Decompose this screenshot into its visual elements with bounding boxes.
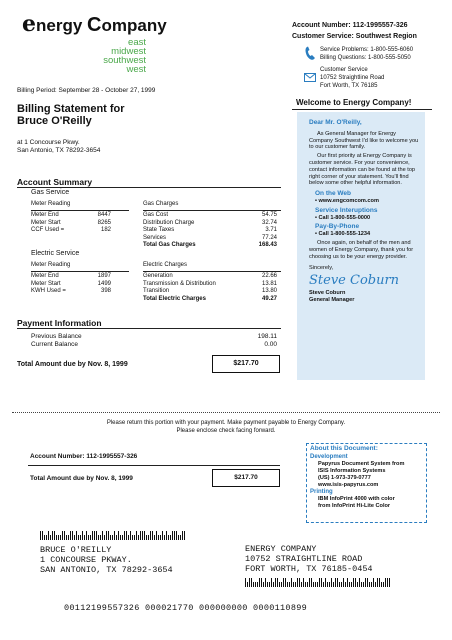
- barcode-bar: [86, 531, 87, 540]
- barcode-bar: [265, 578, 266, 587]
- about-dev-line-4: www.isis-papyrus.com: [318, 482, 379, 488]
- barcode-bar: [46, 535, 47, 540]
- barcode-bar: [110, 535, 111, 540]
- sender-address-line2: 1 CONCOURSE PKWAY.: [40, 555, 132, 565]
- services-value: 77.24: [261, 234, 277, 241]
- interruptions-value: • Call 1-800-555-0000: [315, 214, 371, 221]
- previous-balance-label: Previous Balance: [31, 333, 82, 340]
- customer-service-title: Customer Service: [320, 67, 368, 73]
- gas-charges-table: [143, 212, 277, 250]
- gas-total-label: Total Gas Charges: [143, 242, 196, 248]
- electric-charge-row: [143, 281, 277, 289]
- gas-meter-start-label: Meter Start: [31, 219, 61, 226]
- barcode-bar: [297, 578, 298, 587]
- about-development-title: Development: [310, 454, 348, 460]
- barcode-bar: [94, 531, 95, 540]
- barcode-bar: [263, 582, 264, 587]
- barcode-bar: [180, 535, 181, 540]
- electric-charge-row: [143, 273, 277, 281]
- barcode-bar: [341, 582, 342, 587]
- barcode-bar: [329, 582, 330, 587]
- barcode-bar: [311, 578, 312, 587]
- barcode-bar: [369, 582, 370, 587]
- postal-barcode-sender: [40, 531, 185, 540]
- barcode-bar: [78, 535, 79, 540]
- electric-meter-end-value: 1897: [97, 273, 111, 279]
- barcode-bar: [140, 531, 141, 540]
- service-problems-phone: Service Problems: 1-800-555-6060: [320, 47, 414, 53]
- electric-meter-row: [31, 288, 111, 296]
- gas-service-title: Gas Service: [31, 189, 70, 196]
- billing-questions-phone: Billing Questions: 1-800-555-5050: [320, 55, 411, 61]
- barcode-bar: [146, 535, 147, 540]
- gas-meter-rule: [31, 210, 129, 211]
- electric-charges-header: Electric Charges: [143, 262, 188, 268]
- barcode-bar: [132, 535, 133, 540]
- gas-total-value: 168.43: [258, 242, 277, 248]
- barcode-bar: [92, 531, 93, 540]
- barcode-bar: [375, 582, 376, 587]
- pay-by-phone-title: Pay-By-Phone: [315, 223, 360, 231]
- gas-charges-header: Gas Charges: [143, 201, 179, 207]
- barcode-bar: [164, 535, 165, 540]
- electric-charge-row: [143, 288, 277, 296]
- barcode-bar: [385, 578, 386, 587]
- barcode-bar: [66, 535, 67, 540]
- electric-total-row: [143, 296, 277, 304]
- welcome-title: Welcome to Energy Company!: [296, 98, 412, 107]
- web-value: • www.engcomcom.com: [315, 197, 379, 204]
- barcode-bar: [279, 582, 280, 587]
- barcode-bar: [82, 531, 83, 540]
- gas-cost-label: Gas Cost: [143, 212, 169, 218]
- barcode-bar: [287, 582, 288, 587]
- barcode-bar: [299, 578, 300, 587]
- barcode-bar: [361, 582, 362, 587]
- about-content: [310, 445, 428, 510]
- barcode-bar: [249, 578, 250, 587]
- barcode-bar: [126, 531, 127, 540]
- barcode-bar: [379, 578, 380, 587]
- remit-due-box: $217.70: [212, 469, 280, 487]
- barcode-bar: [293, 582, 294, 587]
- barcode-bar: [150, 531, 151, 540]
- transmission-value: 13.81: [261, 280, 277, 287]
- gas-meter-row: [31, 220, 111, 228]
- ocr-scanline: 00112199557326 000021770 000000000 0000110899: [64, 603, 308, 613]
- signer-name: Steve Coburn: [309, 290, 346, 297]
- payment-divider: [17, 328, 281, 329]
- kwh-used-label: KWH Used =: [31, 288, 66, 294]
- remit-instruction-2: Please enclose check facing forward.: [176, 428, 276, 434]
- logo-ompany: ompany: [101, 16, 167, 35]
- barcode-bar: [367, 578, 368, 587]
- barcode-bar: [76, 531, 77, 540]
- welcome-divider: [292, 109, 432, 110]
- welcome-paragraph-1: As General Manager for Energy Company Southwest I'd like to welcome you to our customer family.: [309, 130, 419, 151]
- barcode-bar: [337, 578, 338, 587]
- kwh-used-value: 398: [100, 288, 111, 294]
- gas-ccf-used-label: CCF Used =: [31, 227, 65, 233]
- recipient-address-line1: ENERGY COMPANY: [245, 544, 317, 554]
- barcode-bar: [309, 578, 310, 587]
- recipient-address: [245, 544, 373, 574]
- gas-meter-table: [31, 212, 111, 235]
- barcode-bar: [301, 582, 302, 587]
- state-taxes-value: 3.71: [265, 227, 277, 233]
- barcode-bar: [50, 535, 51, 540]
- current-balance-label: Current Balance: [31, 341, 78, 348]
- barcode-bar: [251, 578, 252, 587]
- sender-address-line1: BRUCE O'REILLY: [40, 545, 112, 555]
- region-midwest: midwest: [111, 46, 146, 57]
- previous-balance-value: 198.11: [257, 333, 277, 340]
- statement-title-line1: Billing Statement for: [17, 103, 125, 115]
- barcode-bar: [261, 578, 262, 587]
- services-label: Services: [143, 234, 167, 241]
- customer-address-line1: at 1 Concourse Pkwy.: [17, 139, 80, 146]
- barcode-bar: [307, 582, 308, 587]
- state-taxes-label: State Taxes: [143, 227, 175, 233]
- barcode-bar: [112, 535, 113, 540]
- about-print-line-1: IBM InfoPrint 4000 with color: [318, 496, 395, 502]
- barcode-bar: [373, 578, 374, 587]
- barcode-bar: [172, 531, 173, 540]
- barcode-bar: [335, 578, 336, 587]
- transition-label: Transition: [143, 288, 170, 294]
- statement-title-line2: Bruce O'Reilly: [17, 115, 92, 127]
- barcode-bar: [285, 578, 286, 587]
- barcode-bar: [72, 531, 73, 540]
- barcode-bar: [74, 535, 75, 540]
- electric-total-value: 49.27: [261, 295, 277, 302]
- barcode-bar: [178, 535, 179, 540]
- customer-service-street: 10752 Straightline Road: [320, 75, 385, 81]
- barcode-bar: [134, 535, 135, 540]
- about-printing-title: Printing: [310, 489, 333, 495]
- pay-by-phone-value: • Call 1-800-555-1234: [315, 231, 371, 238]
- logo-initial-e: e: [22, 11, 36, 37]
- barcode-bar: [383, 582, 384, 587]
- barcode-bar: [114, 531, 115, 540]
- barcode-bar: [68, 535, 69, 540]
- barcode-bar: [325, 578, 326, 587]
- about-dev-line-3: (US) 1-973-379-0777: [318, 475, 371, 481]
- electric-meter-header: Meter Reading: [31, 262, 71, 268]
- barcode-bar: [245, 578, 246, 587]
- barcode-bar: [259, 578, 260, 587]
- barcode-bar: [303, 578, 304, 587]
- barcode-bar: [281, 582, 282, 587]
- postal-barcode-recipient: [245, 578, 390, 587]
- electric-meter-rule: [31, 271, 129, 272]
- barcode-bar: [321, 578, 322, 587]
- electric-meter-row: [31, 281, 111, 289]
- customer-service-city: Fort Worth, TX 76185: [320, 83, 378, 89]
- remit-due-label: Total Amount due by Nov. 8, 1999: [30, 475, 133, 482]
- barcode-bar: [359, 578, 360, 587]
- barcode-bar: [347, 578, 348, 587]
- gas-charge-row: [143, 227, 277, 235]
- remit-rule: [28, 465, 280, 466]
- barcode-bar: [305, 582, 306, 587]
- generation-label: Generation: [143, 273, 173, 279]
- barcode-bar: [291, 578, 292, 587]
- electric-meter-end-label: Meter End: [31, 273, 59, 279]
- electric-meter-table: [31, 273, 111, 296]
- barcode-bar: [108, 531, 109, 540]
- account-number: Account Number: 112-1995557-326: [292, 22, 408, 29]
- barcode-bar: [283, 578, 284, 587]
- remit-account-number: Account Number: 112-1995557-326: [30, 453, 138, 460]
- barcode-bar: [162, 531, 163, 540]
- barcode-bar: [351, 582, 352, 587]
- about-title: About this Document:: [310, 445, 378, 452]
- barcode-bar: [60, 535, 61, 540]
- logo-initial-c: C: [87, 14, 102, 36]
- region-southwest: southwest: [103, 55, 146, 66]
- signer-title: General Manager: [309, 296, 355, 303]
- payment-info-title: Payment Information: [17, 318, 102, 328]
- barcode-bar: [267, 582, 268, 587]
- barcode-bar: [90, 535, 91, 540]
- gas-ccf-used-value: 182: [100, 227, 111, 233]
- barcode-bar: [56, 535, 57, 540]
- transition-value: 13.80: [261, 288, 277, 294]
- welcome-letter: [309, 120, 421, 304]
- barcode-bar: [98, 535, 99, 540]
- sender-address: [40, 545, 173, 575]
- gas-charge-row: [143, 235, 277, 243]
- electric-meter-start-value: 1499: [97, 280, 111, 287]
- customer-address-line2: San Antonio, TX 78292-3654: [17, 147, 101, 154]
- barcode-bar: [170, 535, 171, 540]
- barcode-bar: [371, 582, 372, 587]
- barcode-bar: [182, 531, 183, 540]
- barcode-bar: [64, 531, 65, 540]
- gas-charges-rule: [143, 210, 281, 211]
- barcode-bar: [327, 582, 328, 587]
- logo-wordmark: [22, 11, 167, 37]
- amount-due-box: $217.70: [212, 355, 280, 373]
- signature: Steve Coburn: [309, 273, 400, 289]
- about-dev-line-1: Papyrus Document System from: [318, 461, 405, 467]
- phone-icon: [304, 46, 316, 61]
- barcode-bar: [355, 578, 356, 587]
- electric-meter-row: [31, 273, 111, 281]
- barcode-bar: [154, 535, 155, 540]
- barcode-bar: [124, 531, 125, 540]
- amount-due-label: Total Amount due by Nov. 8, 1999: [17, 361, 128, 368]
- current-balance-row: [31, 341, 277, 349]
- barcode-bar: [247, 582, 248, 587]
- welcome-closing: Sincerely,: [309, 265, 334, 272]
- region-east: east: [128, 37, 146, 48]
- barcode-bar: [289, 582, 290, 587]
- barcode-bar: [349, 582, 350, 587]
- barcode-bar: [122, 535, 123, 540]
- barcode-bar: [387, 578, 388, 587]
- barcode-bar: [353, 578, 354, 587]
- electric-service-title: Electric Service: [31, 250, 80, 257]
- barcode-bar: [255, 582, 256, 587]
- barcode-bar: [339, 582, 340, 587]
- summary-divider: [17, 187, 281, 188]
- previous-balance-row: [31, 333, 277, 341]
- distribution-charge-label: Distribution Charge: [143, 219, 195, 226]
- barcode-bar: [106, 531, 107, 540]
- barcode-bar: [160, 535, 161, 540]
- barcode-bar: [42, 531, 43, 540]
- barcode-bar: [275, 578, 276, 587]
- barcode-bar: [377, 578, 378, 587]
- barcode-bar: [257, 582, 258, 587]
- barcode-bar: [128, 535, 129, 540]
- barcode-bar: [319, 578, 320, 587]
- remit-instruction-1: Please return this portion with your payment. Make payment payable to Energy Company.: [106, 420, 346, 426]
- gas-cost-value: 54.75: [261, 212, 277, 218]
- gas-charge-row: [143, 220, 277, 228]
- barcode-bar: [96, 531, 97, 540]
- barcode-bar: [313, 582, 314, 587]
- barcode-bar: [58, 535, 59, 540]
- barcode-bar: [331, 578, 332, 587]
- gas-total-row: [143, 242, 277, 250]
- barcode-bar: [152, 531, 153, 540]
- envelope-icon: [304, 69, 316, 78]
- barcode-bar: [166, 531, 167, 540]
- barcode-bar: [70, 531, 71, 540]
- welcome-salutation: Dear Mr. O'Reilly,: [309, 119, 362, 126]
- statement-title: [17, 103, 125, 127]
- barcode-bar: [48, 531, 49, 540]
- electric-charges-rule: [143, 271, 281, 272]
- electric-charges-table: [143, 273, 277, 303]
- barcode-bar: [84, 535, 85, 540]
- company-logo: [22, 11, 167, 78]
- tear-off-line: [12, 412, 440, 413]
- current-balance-value: 0.00: [264, 341, 277, 348]
- barcode-bar: [357, 582, 358, 587]
- logo-nergy: nergy: [36, 16, 83, 35]
- gas-meter-row: [31, 212, 111, 220]
- sender-address-line3: SAN ANTONIO, TX 78292-3654: [40, 565, 173, 575]
- barcode-bar: [315, 582, 316, 587]
- barcode-bar: [158, 535, 159, 540]
- recipient-address-line2: 10752 STRAIGHTLINE ROAD: [245, 554, 363, 564]
- barcode-bar: [333, 582, 334, 587]
- barcode-bar: [54, 531, 55, 540]
- barcode-bar: [389, 578, 390, 587]
- gas-meter-row: [31, 227, 111, 235]
- barcode-bar: [323, 582, 324, 587]
- recipient-address-line3: FORT WORTH, TX 76185-0454: [245, 564, 373, 574]
- barcode-bar: [100, 535, 101, 540]
- barcode-bar: [62, 531, 63, 540]
- gas-meter-end-value: 8447: [97, 212, 111, 218]
- welcome-paragraph-3: Once again, on behalf of the men and women of Energy Company, thank you for choosing us to be your energy provider.: [309, 239, 414, 260]
- gas-meter-start-value: 8265: [97, 219, 111, 226]
- barcode-bar: [118, 531, 119, 540]
- barcode-bar: [277, 578, 278, 587]
- barcode-bar: [144, 531, 145, 540]
- billing-period: Billing Period: September 28 - October 27, 1999: [17, 87, 156, 94]
- barcode-bar: [363, 582, 364, 587]
- barcode-bar: [148, 535, 149, 540]
- barcode-bar: [381, 582, 382, 587]
- barcode-bar: [271, 578, 272, 587]
- barcode-bar: [345, 582, 346, 587]
- barcode-bar: [142, 531, 143, 540]
- barcode-bar: [116, 535, 117, 540]
- barcode-bar: [52, 531, 53, 540]
- barcode-bar: [184, 531, 185, 540]
- electric-meter-start-label: Meter Start: [31, 280, 61, 287]
- payment-balances: [31, 333, 277, 349]
- about-print-line-2: from InfoPrint Hi-Lite Color: [318, 503, 391, 509]
- customer-service-region: Customer Service: Southwest Region: [292, 33, 417, 40]
- barcode-bar: [102, 531, 103, 540]
- welcome-paragraph-2: Our first priority at Energy Company is customer service. For your convenience, contact information can be found at the top right corner of your statement. You'll find below some other helpful information.: [309, 153, 416, 187]
- gas-meter-header: Meter Reading: [31, 201, 71, 207]
- distribution-charge-value: 32.74: [261, 219, 277, 226]
- barcode-bar: [343, 578, 344, 587]
- barcode-bar: [80, 535, 81, 540]
- barcode-bar: [273, 582, 274, 587]
- barcode-bar: [317, 582, 318, 587]
- barcode-bar: [44, 535, 45, 540]
- web-title: On the Web: [315, 190, 351, 198]
- about-dev-line-2: ISIS Information Systems: [318, 468, 386, 474]
- barcode-bar: [176, 531, 177, 540]
- gas-charge-row: [143, 212, 277, 220]
- barcode-bar: [138, 535, 139, 540]
- barcode-bar: [156, 531, 157, 540]
- barcode-bar: [120, 535, 121, 540]
- barcode-bar: [88, 535, 89, 540]
- account-summary-title: Account Summary: [17, 177, 93, 187]
- gas-meter-end-label: Meter End: [31, 212, 59, 218]
- generation-value: 22.66: [261, 273, 277, 279]
- barcode-bar: [174, 531, 175, 540]
- barcode-bar: [136, 531, 137, 540]
- barcode-bar: [253, 582, 254, 587]
- transmission-label: Transmission & Distribution: [143, 280, 216, 287]
- electric-total-label: Total Electric Charges: [143, 295, 206, 302]
- interruptions-title: Service Interuptions: [315, 206, 378, 214]
- barcode-bar: [365, 578, 366, 587]
- barcode-bar: [130, 531, 131, 540]
- barcode-bar: [295, 582, 296, 587]
- barcode-bar: [104, 535, 105, 540]
- barcode-bar: [269, 582, 270, 587]
- barcode-bar: [40, 531, 41, 540]
- logo-regions: [103, 38, 146, 74]
- barcode-bar: [168, 535, 169, 540]
- region-west: west: [126, 64, 146, 75]
